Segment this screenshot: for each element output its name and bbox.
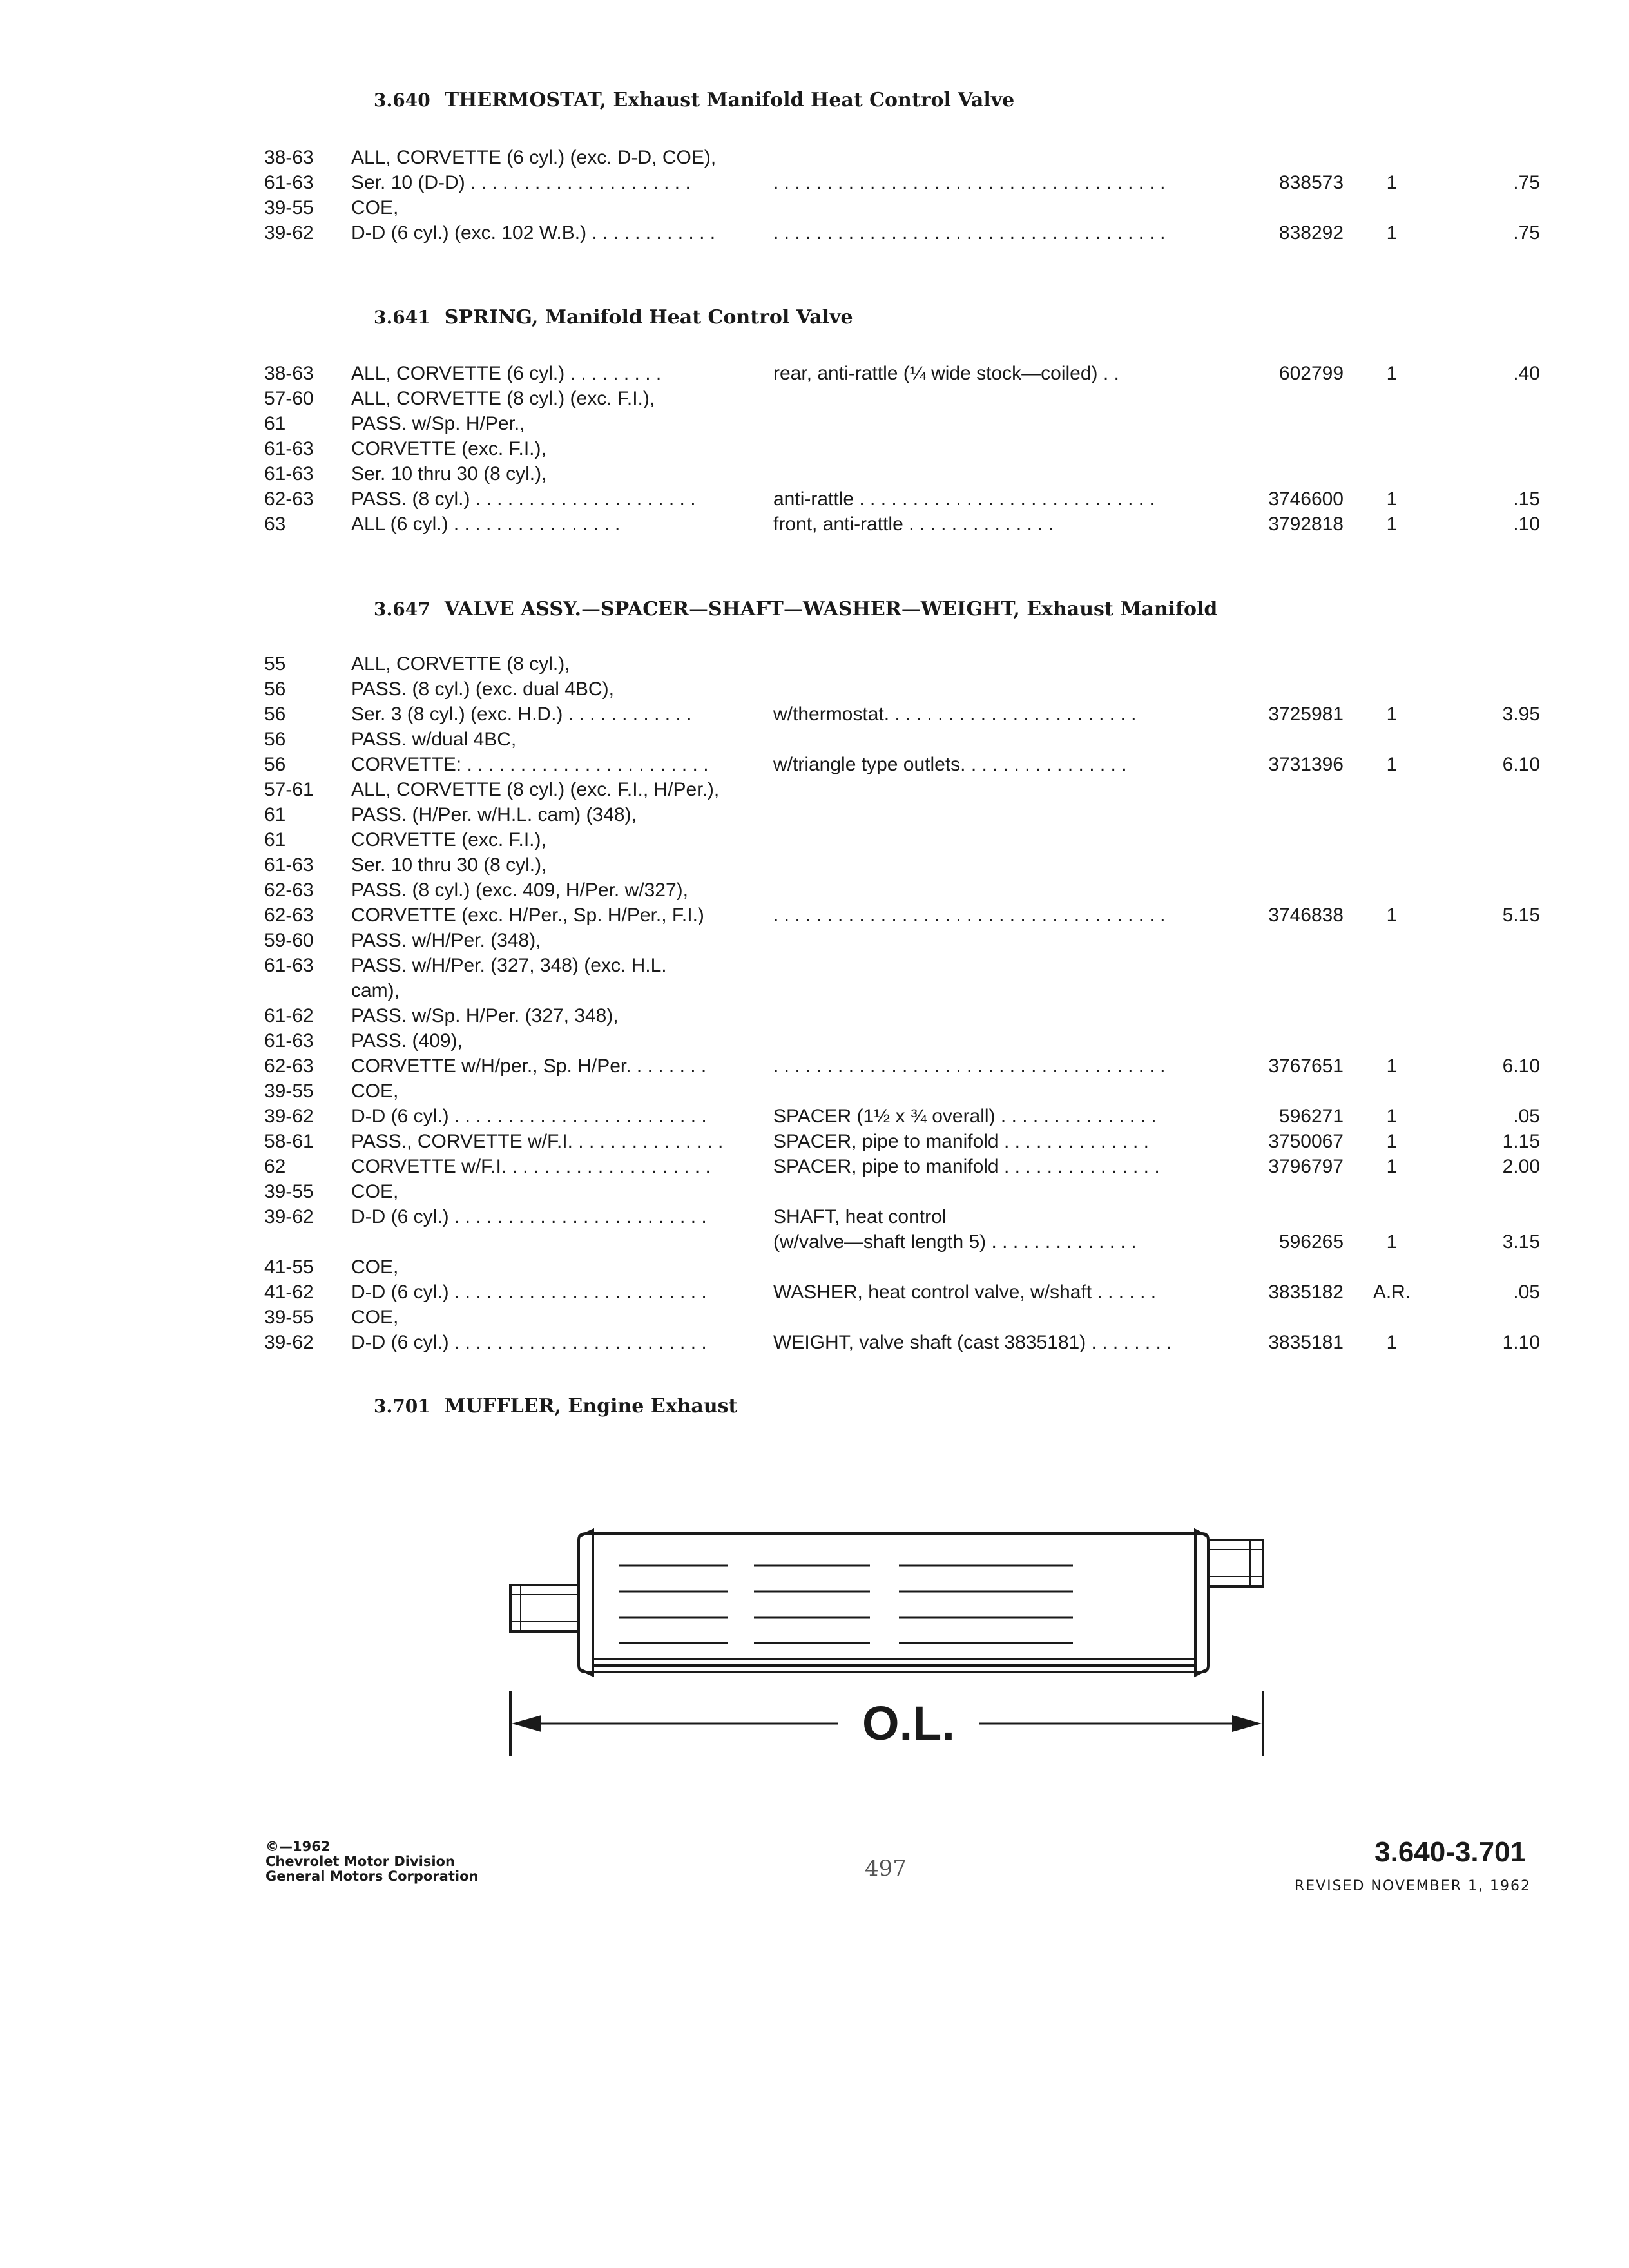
price: 1.15 (1502, 1131, 1540, 1152)
quantity: 1 (1386, 172, 1398, 193)
quantity: 1 (1386, 363, 1398, 384)
application: D-D (6 cyl.) . . . . . . . . . . . . . . . . . . . . . . . . (351, 1206, 707, 1227)
model-years: 62 (264, 1156, 286, 1177)
table-row (264, 222, 1540, 247)
application: CORVETTE (exc. H/Per., Sp. H/Per., F.I.) (351, 905, 704, 926)
part-number: 3767651 (1268, 1055, 1344, 1077)
price: .05 (1513, 1106, 1540, 1127)
section-number: 3.640 (374, 90, 430, 111)
model-years: 41-62 (264, 1282, 314, 1303)
application: CORVETTE w/F.I. . . . . . . . . . . . . . . . . . . . (351, 1156, 711, 1177)
part-number: 3746600 (1268, 488, 1344, 510)
model-years: 61-63 (264, 955, 314, 976)
table-row (264, 704, 1540, 729)
model-years: 39-62 (264, 1106, 314, 1127)
part-description: (w/valve—shaft length 5) . . . . . . . . . . . . . . (773, 1231, 1137, 1253)
section-heading-3-701 (374, 1395, 737, 1418)
copyright: ©—1962 (265, 1839, 331, 1854)
application: Ser. 3 (8 cyl.) (exc. H.D.) . . . . . . . . . . . . (351, 704, 692, 725)
table-row (264, 1332, 1540, 1357)
application: cam), (351, 980, 400, 1001)
table-row (264, 172, 1540, 197)
part-number: 3796797 (1268, 1156, 1344, 1177)
table-row (264, 1005, 1476, 1030)
model-years: 56 (264, 754, 286, 775)
application: Ser. 10 (D-D) . . . . . . . . . . . . . . . . . . . . . (351, 172, 691, 193)
quantity: A.R. (1373, 1282, 1411, 1303)
table-row (264, 197, 1476, 222)
quantity: 1 (1386, 222, 1398, 244)
table-row (264, 980, 1476, 1005)
section-title: MUFFLER, Engine Exhaust (444, 1395, 738, 1418)
part-description: . . . . . . . . . . . . . . . . . . . . . . . . . . . . . . . . . . . . . (773, 1055, 1166, 1077)
table-row (264, 854, 1476, 879)
table-row (264, 1131, 1540, 1156)
application: PASS. (8 cyl.) (exc. 409, H/Per. w/327), (351, 879, 688, 901)
table-row (264, 413, 1476, 438)
application: COE, (351, 1256, 399, 1278)
footer-publisher (265, 1840, 478, 1884)
model-years: 39-55 (264, 1181, 314, 1202)
table-row (264, 754, 1540, 779)
table-row (264, 879, 1476, 905)
model-years: 39-62 (264, 1332, 314, 1353)
table-row (264, 1307, 1476, 1332)
part-number: 3750067 (1268, 1131, 1344, 1152)
price: .05 (1513, 1282, 1540, 1303)
table-row (264, 653, 1476, 678)
table-row (264, 1055, 1540, 1081)
section-title: THERMOSTAT, Exhaust Manifold Heat Control Valve (444, 89, 1015, 111)
model-years: 56 (264, 704, 286, 725)
part-number: 596271 (1278, 1106, 1344, 1127)
application: ALL, CORVETTE (8 cyl.), (351, 653, 570, 675)
model-years: 61-63 (264, 854, 314, 876)
price: .10 (1513, 514, 1540, 535)
part-number: 838573 (1278, 172, 1344, 193)
price: .15 (1513, 488, 1540, 510)
part-number: 3725981 (1268, 704, 1344, 725)
model-years: 62-63 (264, 879, 314, 901)
application: COE, (351, 1081, 399, 1102)
table-row (264, 829, 1476, 854)
price: 3.95 (1502, 704, 1540, 725)
application: PASS. (409), (351, 1030, 463, 1052)
application: D-D (6 cyl.) (exc. 102 W.B.) . . . . . . . . . . . . (351, 222, 716, 244)
section-number: 3.701 (374, 1396, 430, 1417)
part-description: w/triangle type outlets. . . . . . . . . . . . . . . . (773, 754, 1127, 775)
application: CORVETTE (exc. F.I.), (351, 438, 546, 459)
model-years: 63 (264, 514, 286, 535)
table-row (264, 1206, 1476, 1231)
part-description: SPACER, pipe to manifold . . . . . . . . . . . . . . . (773, 1156, 1160, 1177)
muffler-outlet-pipe (1205, 1540, 1263, 1586)
part-description: . . . . . . . . . . . . . . . . . . . . . . . . . . . . . . . . . . . . . (773, 905, 1166, 926)
price: 1.10 (1502, 1332, 1540, 1353)
application: D-D (6 cyl.) . . . . . . . . . . . . . . . . . . . . . . . . (351, 1332, 707, 1353)
part-number: 596265 (1278, 1231, 1344, 1253)
application: ALL, CORVETTE (8 cyl.) (exc. F.I.), (351, 388, 655, 409)
price: 3.15 (1502, 1231, 1540, 1253)
part-description: WASHER, heat control valve, w/shaft . . . . . . (773, 1282, 1157, 1303)
application: PASS. w/dual 4BC, (351, 729, 517, 750)
application: D-D (6 cyl.) . . . . . . . . . . . . . . . . . . . . . . . . (351, 1106, 707, 1127)
muffler-body (579, 1533, 1208, 1672)
model-years: 39-62 (264, 222, 314, 244)
model-years: 62-63 (264, 1055, 314, 1077)
table-row (264, 1106, 1540, 1131)
part-description: front, anti-rattle . . . . . . . . . . . . . . (773, 514, 1054, 535)
quantity: 1 (1386, 1106, 1398, 1127)
table-row (264, 678, 1476, 704)
model-years: 61-63 (264, 438, 314, 459)
application: COE, (351, 197, 399, 218)
model-years: 61 (264, 804, 286, 825)
application: ALL (6 cyl.) . . . . . . . . . . . . . . . . (351, 514, 621, 535)
part-description: . . . . . . . . . . . . . . . . . . . . . . . . . . . . . . . . . . . . . (773, 222, 1166, 244)
application: Ser. 10 thru 30 (8 cyl.), (351, 854, 547, 876)
quantity: 1 (1386, 1131, 1398, 1152)
model-years: 39-55 (264, 1307, 314, 1328)
part-description: SHAFT, heat control (773, 1206, 947, 1227)
table-row (264, 1156, 1540, 1181)
table-row (264, 363, 1540, 388)
table-row (264, 1030, 1476, 1055)
application: D-D (6 cyl.) . . . . . . . . . . . . . . . . . . . . . . . . (351, 1282, 707, 1303)
table-row (264, 1081, 1476, 1106)
part-description: anti-rattle . . . . . . . . . . . . . . . . . . . . . . . . . . . . (773, 488, 1155, 510)
section-number: 3.647 (374, 599, 430, 620)
part-description: SPACER, pipe to manifold . . . . . . . . . . . . . . (773, 1131, 1149, 1152)
application: PASS. w/H/Per. (348), (351, 930, 541, 951)
quantity: 1 (1386, 488, 1398, 510)
model-years: 39-55 (264, 1081, 314, 1102)
price: 5.15 (1502, 905, 1540, 926)
application: PASS. w/Sp. H/Per. (327, 348), (351, 1005, 619, 1026)
application: PASS. (H/Per. w/H.L. cam) (348), (351, 804, 637, 825)
model-years: 58-61 (264, 1131, 314, 1152)
model-years: 62-63 (264, 905, 314, 926)
part-number: 3835181 (1268, 1332, 1344, 1353)
table-row (264, 804, 1476, 829)
table-row (264, 147, 1476, 172)
part-description: rear, anti-rattle (¼ wide stock—coiled) . . (773, 363, 1119, 384)
price: 6.10 (1502, 1055, 1540, 1077)
price: .75 (1513, 222, 1540, 244)
section-heading-3-640 (374, 89, 1014, 111)
model-years: 61-62 (264, 1005, 314, 1026)
price: .40 (1513, 363, 1540, 384)
model-years: 62-63 (264, 488, 314, 510)
table-row (264, 955, 1476, 980)
model-years: 39-55 (264, 197, 314, 218)
model-years: 38-63 (264, 147, 314, 168)
section-heading-3-647 (374, 598, 1217, 620)
table-row (264, 729, 1476, 754)
model-years: 39-62 (264, 1206, 314, 1227)
page-code: 3.640-3.701 (1374, 1836, 1526, 1868)
parts-table-3-640 (264, 147, 1540, 247)
model-years: 57-61 (264, 779, 314, 800)
part-number: 3792818 (1268, 514, 1344, 535)
quantity: 1 (1386, 1231, 1398, 1253)
model-years: 38-63 (264, 363, 314, 384)
part-number: 602799 (1278, 363, 1344, 384)
table-row (264, 905, 1540, 930)
model-years: 59-60 (264, 930, 314, 951)
page-number: 497 (865, 1856, 907, 1881)
application: CORVETTE w/H/per., Sp. H/Per. . . . . . . . (351, 1055, 707, 1077)
part-description: . . . . . . . . . . . . . . . . . . . . . . . . . . . . . . . . . . . . . (773, 172, 1166, 193)
table-row (264, 463, 1476, 488)
model-years: 61-63 (264, 463, 314, 485)
revision-date: REVISED NOVEMBER 1, 1962 (1294, 1878, 1531, 1894)
corporation-name: General Motors Corporation (265, 1869, 479, 1884)
muffler-illustration (503, 1527, 1302, 1772)
quantity: 1 (1386, 1055, 1398, 1077)
application: PASS., CORVETTE w/F.I. . . . . . . . . . . . . . . (351, 1131, 724, 1152)
section-title: SPRING, Manifold Heat Control Valve (444, 306, 853, 329)
overall-length-label: O.L. (862, 1696, 955, 1750)
application: PASS. (8 cyl.) . . . . . . . . . . . . . . . . . . . . . (351, 488, 696, 510)
application: ALL, CORVETTE (8 cyl.) (exc. F.I., H/Per.), (351, 779, 720, 800)
part-number: 3746838 (1268, 905, 1344, 926)
model-years: 61 (264, 829, 286, 850)
model-years: 61 (264, 413, 286, 434)
application: PASS. w/Sp. H/Per., (351, 413, 525, 434)
application: CORVETTE (exc. F.I.), (351, 829, 546, 850)
table-row (264, 779, 1476, 804)
application: PASS. (8 cyl.) (exc. dual 4BC), (351, 678, 614, 700)
application: Ser. 10 thru 30 (8 cyl.), (351, 463, 547, 485)
quantity: 1 (1386, 754, 1398, 775)
application: ALL, CORVETTE (6 cyl.) (exc. D-D, COE), (351, 147, 717, 168)
model-years: 61-63 (264, 1030, 314, 1052)
division-name: Chevrolet Motor Division (265, 1854, 455, 1869)
quantity: 1 (1386, 514, 1398, 535)
table-row (264, 1282, 1540, 1307)
table-row (264, 930, 1476, 955)
quantity: 1 (1386, 905, 1398, 926)
application: ALL, CORVETTE (6 cyl.) . . . . . . . . . (351, 363, 662, 384)
model-years: 56 (264, 678, 286, 700)
model-years: 41-55 (264, 1256, 314, 1278)
part-description: SPACER (1½ x ¾ overall) . . . . . . . . . . . . . . . (773, 1106, 1157, 1127)
quantity: 1 (1386, 1156, 1398, 1177)
quantity: 1 (1386, 1332, 1398, 1353)
section-title: VALVE ASSY.—SPACER—SHAFT—WASHER—WEIGHT, Exhaust Manifold (444, 598, 1218, 620)
part-description: WEIGHT, valve shaft (cast 3835181) . . . . . . . . (773, 1332, 1172, 1353)
table-row (264, 1181, 1476, 1206)
price: .75 (1513, 172, 1540, 193)
quantity: 1 (1386, 704, 1398, 725)
model-years: 55 (264, 653, 286, 675)
table-row (264, 388, 1476, 413)
part-number: 3731396 (1268, 754, 1344, 775)
table-row (264, 1231, 1540, 1256)
part-number: 838292 (1278, 222, 1344, 244)
price: 2.00 (1502, 1156, 1540, 1177)
table-row (264, 514, 1540, 539)
part-description: w/thermostat. . . . . . . . . . . . . . . . . . . . . . . . (773, 704, 1137, 725)
application: COE, (351, 1181, 399, 1202)
section-number: 3.641 (374, 307, 430, 328)
model-years: 56 (264, 729, 286, 750)
model-years: 57-60 (264, 388, 314, 409)
model-years: 61-63 (264, 172, 314, 193)
parts-table-3-647 (264, 653, 1540, 1357)
application: COE, (351, 1307, 399, 1328)
section-heading-3-641 (374, 306, 853, 329)
application: PASS. w/H/Per. (327, 348) (exc. H.L. (351, 955, 667, 976)
table-row (264, 1256, 1476, 1282)
application: CORVETTE: . . . . . . . . . . . . . . . . . . . . . . . (351, 754, 709, 775)
table-row (264, 488, 1540, 514)
parts-table-3-641 (264, 363, 1540, 539)
table-row (264, 438, 1476, 463)
price: 6.10 (1502, 754, 1540, 775)
part-number: 3835182 (1268, 1282, 1344, 1303)
